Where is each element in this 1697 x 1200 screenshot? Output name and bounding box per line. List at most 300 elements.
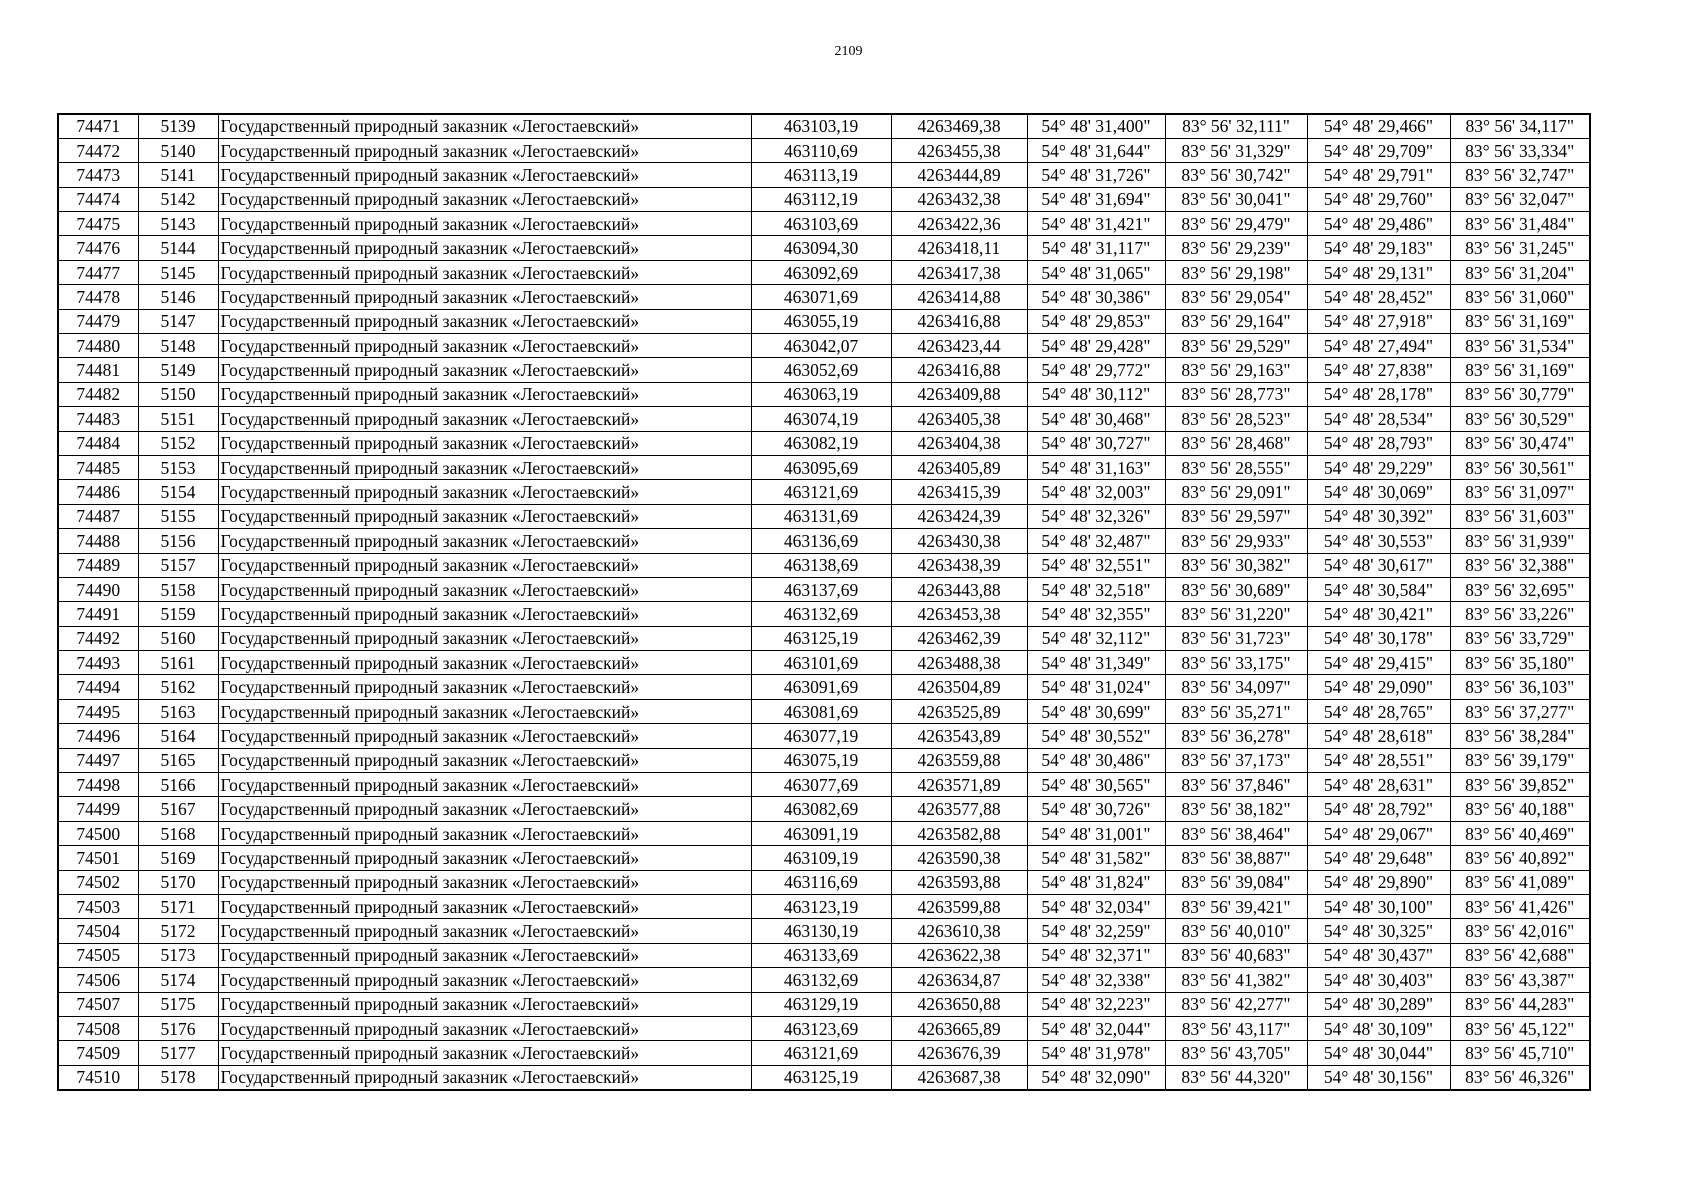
table-row <box>58 699 1590 723</box>
longitude-2-cell: 83° 56' 31,245" <box>1450 236 1590 260</box>
name-cell: Государственный природный заказник «Легостаевский» <box>218 992 751 1016</box>
table-row <box>58 821 1590 845</box>
latitude-1-cell: 54° 48' 32,223" <box>1027 992 1165 1016</box>
name-cell: Государственный природный заказник «Легостаевский» <box>218 187 751 211</box>
longitude-2-cell: 83° 56' 46,326" <box>1450 1065 1590 1089</box>
x-coordinate-cell: 463052,69 <box>751 358 891 382</box>
latitude-1-cell: 54° 48' 29,853" <box>1027 309 1165 333</box>
latitude-1-cell: 54° 48' 31,117" <box>1027 236 1165 260</box>
point-number-cell: 5169 <box>138 846 218 870</box>
longitude-2-cell: 83° 56' 31,060" <box>1450 285 1590 309</box>
longitude-1-cell: 83° 56' 42,277" <box>1165 992 1307 1016</box>
point-number-cell: 5172 <box>138 919 218 943</box>
x-coordinate-cell: 463101,69 <box>751 651 891 675</box>
name-cell: Государственный природный заказник «Легостаевский» <box>218 212 751 236</box>
latitude-1-cell: 54° 48' 30,565" <box>1027 773 1165 797</box>
latitude-1-cell: 54° 48' 29,772" <box>1027 358 1165 382</box>
name-cell: Государственный природный заказник «Легостаевский» <box>218 1041 751 1065</box>
x-coordinate-cell: 463132,69 <box>751 602 891 626</box>
latitude-2-cell: 54° 48' 30,109" <box>1307 1016 1450 1040</box>
x-coordinate-cell: 463125,19 <box>751 626 891 650</box>
latitude-2-cell: 54° 48' 28,178" <box>1307 382 1450 406</box>
name-cell: Государственный природный заказник «Легостаевский» <box>218 724 751 748</box>
latitude-1-cell: 54° 48' 30,552" <box>1027 724 1165 748</box>
y-coordinate-cell: 4263422,36 <box>891 212 1027 236</box>
y-coordinate-cell: 4263416,88 <box>891 309 1027 333</box>
name-cell: Государственный природный заказник «Легостаевский» <box>218 870 751 894</box>
table-row <box>58 895 1590 919</box>
latitude-2-cell: 54° 48' 30,178" <box>1307 626 1450 650</box>
y-coordinate-cell: 4263582,88 <box>891 821 1027 845</box>
y-coordinate-cell: 4263610,38 <box>891 919 1027 943</box>
longitude-2-cell: 83° 56' 44,283" <box>1450 992 1590 1016</box>
longitude-1-cell: 83° 56' 28,468" <box>1165 431 1307 455</box>
name-cell: Государственный природный заказник «Легостаевский» <box>218 748 751 772</box>
row-id-cell: 74483 <box>58 407 138 431</box>
point-number-cell: 5146 <box>138 285 218 309</box>
name-cell: Государственный природный заказник «Легостаевский» <box>218 285 751 309</box>
latitude-1-cell: 54° 48' 32,338" <box>1027 968 1165 992</box>
row-id-cell: 74501 <box>58 846 138 870</box>
name-cell: Государственный природный заказник «Легостаевский» <box>218 602 751 626</box>
name-cell: Государственный природный заказник «Легостаевский» <box>218 943 751 967</box>
longitude-2-cell: 83° 56' 31,097" <box>1450 480 1590 504</box>
table-row <box>58 846 1590 870</box>
point-number-cell: 5176 <box>138 1016 218 1040</box>
row-id-cell: 74490 <box>58 577 138 601</box>
longitude-2-cell: 83° 56' 31,204" <box>1450 260 1590 284</box>
name-cell: Государственный природный заказник «Легостаевский» <box>218 968 751 992</box>
page-number: 2109 <box>834 44 863 59</box>
x-coordinate-cell: 463112,19 <box>751 187 891 211</box>
name-cell: Государственный природный заказник «Легостаевский» <box>218 553 751 577</box>
longitude-2-cell: 83° 56' 30,561" <box>1450 455 1590 479</box>
latitude-1-cell: 54° 48' 32,090" <box>1027 1065 1165 1089</box>
table-row <box>58 870 1590 894</box>
longitude-2-cell: 83° 56' 37,277" <box>1450 699 1590 723</box>
row-id-cell: 74497 <box>58 748 138 772</box>
x-coordinate-cell: 463121,69 <box>751 480 891 504</box>
x-coordinate-cell: 463110,69 <box>751 138 891 162</box>
table-row <box>58 943 1590 967</box>
table-row <box>58 163 1590 187</box>
latitude-2-cell: 54° 48' 28,793" <box>1307 431 1450 455</box>
longitude-1-cell: 83° 56' 29,479" <box>1165 212 1307 236</box>
longitude-1-cell: 83° 56' 30,742" <box>1165 163 1307 187</box>
table-row <box>58 602 1590 626</box>
y-coordinate-cell: 4263443,88 <box>891 577 1027 601</box>
latitude-1-cell: 54° 48' 32,518" <box>1027 577 1165 601</box>
latitude-2-cell: 54° 48' 29,648" <box>1307 846 1450 870</box>
x-coordinate-cell: 463091,19 <box>751 821 891 845</box>
x-coordinate-cell: 463129,19 <box>751 992 891 1016</box>
table-row <box>58 480 1590 504</box>
row-id-cell: 74489 <box>58 553 138 577</box>
x-coordinate-cell: 463131,69 <box>751 504 891 528</box>
y-coordinate-cell: 4263593,88 <box>891 870 1027 894</box>
row-id-cell: 74505 <box>58 943 138 967</box>
longitude-1-cell: 83° 56' 29,933" <box>1165 529 1307 553</box>
name-cell: Государственный природный заказник «Легостаевский» <box>218 626 751 650</box>
row-id-cell: 74506 <box>58 968 138 992</box>
table-row <box>58 358 1590 382</box>
name-cell: Государственный природный заказник «Легостаевский» <box>218 821 751 845</box>
point-number-cell: 5140 <box>138 138 218 162</box>
table-row <box>58 992 1590 1016</box>
latitude-2-cell: 54° 48' 30,584" <box>1307 577 1450 601</box>
y-coordinate-cell: 4263418,11 <box>891 236 1027 260</box>
longitude-2-cell: 83° 56' 45,710" <box>1450 1041 1590 1065</box>
latitude-2-cell: 54° 48' 29,709" <box>1307 138 1450 162</box>
longitude-2-cell: 83° 56' 43,387" <box>1450 968 1590 992</box>
longitude-1-cell: 83° 56' 30,041" <box>1165 187 1307 211</box>
point-number-cell: 5175 <box>138 992 218 1016</box>
longitude-2-cell: 83° 56' 32,388" <box>1450 553 1590 577</box>
latitude-2-cell: 54° 48' 27,918" <box>1307 309 1450 333</box>
longitude-1-cell: 83° 56' 29,163" <box>1165 358 1307 382</box>
longitude-2-cell: 83° 56' 31,484" <box>1450 212 1590 236</box>
y-coordinate-cell: 4263444,89 <box>891 163 1027 187</box>
point-number-cell: 5141 <box>138 163 218 187</box>
x-coordinate-cell: 463091,69 <box>751 675 891 699</box>
latitude-2-cell: 54° 48' 27,838" <box>1307 358 1450 382</box>
longitude-2-cell: 83° 56' 40,469" <box>1450 821 1590 845</box>
table-row <box>58 919 1590 943</box>
longitude-1-cell: 83° 56' 29,239" <box>1165 236 1307 260</box>
y-coordinate-cell: 4263571,89 <box>891 773 1027 797</box>
longitude-2-cell: 83° 56' 35,180" <box>1450 651 1590 675</box>
y-coordinate-cell: 4263665,89 <box>891 1016 1027 1040</box>
name-cell: Государственный природный заказник «Легостаевский» <box>218 1065 751 1089</box>
point-number-cell: 5142 <box>138 187 218 211</box>
point-number-cell: 5166 <box>138 773 218 797</box>
row-id-cell: 74485 <box>58 455 138 479</box>
latitude-1-cell: 54° 48' 31,726" <box>1027 163 1165 187</box>
table-row <box>58 187 1590 211</box>
table-row <box>58 1065 1590 1089</box>
point-number-cell: 5171 <box>138 895 218 919</box>
point-number-cell: 5148 <box>138 334 218 358</box>
latitude-2-cell: 54° 48' 30,617" <box>1307 553 1450 577</box>
point-number-cell: 5143 <box>138 212 218 236</box>
x-coordinate-cell: 463121,69 <box>751 1041 891 1065</box>
y-coordinate-cell: 4263634,87 <box>891 968 1027 992</box>
row-id-cell: 74479 <box>58 309 138 333</box>
x-coordinate-cell: 463125,19 <box>751 1065 891 1089</box>
table-row <box>58 651 1590 675</box>
latitude-1-cell: 54° 48' 30,699" <box>1027 699 1165 723</box>
name-cell: Государственный природный заказник «Легостаевский» <box>218 919 751 943</box>
point-number-cell: 5154 <box>138 480 218 504</box>
longitude-2-cell: 83° 56' 39,179" <box>1450 748 1590 772</box>
y-coordinate-cell: 4263415,39 <box>891 480 1027 504</box>
point-number-cell: 5173 <box>138 943 218 967</box>
y-coordinate-cell: 4263430,38 <box>891 529 1027 553</box>
row-id-cell: 74476 <box>58 236 138 260</box>
longitude-2-cell: 83° 56' 31,534" <box>1450 334 1590 358</box>
name-cell: Государственный природный заказник «Легостаевский» <box>218 455 751 479</box>
latitude-2-cell: 54° 48' 30,156" <box>1307 1065 1450 1089</box>
y-coordinate-cell: 4263525,89 <box>891 699 1027 723</box>
x-coordinate-cell: 463130,19 <box>751 919 891 943</box>
row-id-cell: 74478 <box>58 285 138 309</box>
x-coordinate-cell: 463116,69 <box>751 870 891 894</box>
y-coordinate-cell: 4263405,38 <box>891 407 1027 431</box>
longitude-1-cell: 83° 56' 30,382" <box>1165 553 1307 577</box>
latitude-2-cell: 54° 48' 27,494" <box>1307 334 1450 358</box>
longitude-2-cell: 83° 56' 32,695" <box>1450 577 1590 601</box>
longitude-1-cell: 83° 56' 38,464" <box>1165 821 1307 845</box>
latitude-2-cell: 54° 48' 30,289" <box>1307 992 1450 1016</box>
name-cell: Государственный природный заказник «Легостаевский» <box>218 651 751 675</box>
latitude-2-cell: 54° 48' 28,618" <box>1307 724 1450 748</box>
latitude-2-cell: 54° 48' 29,067" <box>1307 821 1450 845</box>
y-coordinate-cell: 4263559,88 <box>891 748 1027 772</box>
latitude-2-cell: 54° 48' 28,551" <box>1307 748 1450 772</box>
longitude-2-cell: 83° 56' 31,169" <box>1450 309 1590 333</box>
row-id-cell: 74494 <box>58 675 138 699</box>
point-number-cell: 5165 <box>138 748 218 772</box>
longitude-1-cell: 83° 56' 34,097" <box>1165 675 1307 699</box>
latitude-1-cell: 54° 48' 30,386" <box>1027 285 1165 309</box>
latitude-1-cell: 54° 48' 32,355" <box>1027 602 1165 626</box>
x-coordinate-cell: 463137,69 <box>751 577 891 601</box>
longitude-1-cell: 83° 56' 38,182" <box>1165 797 1307 821</box>
x-coordinate-cell: 463123,69 <box>751 1016 891 1040</box>
longitude-2-cell: 83° 56' 31,939" <box>1450 529 1590 553</box>
longitude-1-cell: 83° 56' 31,329" <box>1165 138 1307 162</box>
y-coordinate-cell: 4263404,38 <box>891 431 1027 455</box>
name-cell: Государственный природный заказник «Легостаевский» <box>218 895 751 919</box>
x-coordinate-cell: 463074,19 <box>751 407 891 431</box>
table-row <box>58 724 1590 748</box>
latitude-1-cell: 54° 48' 31,644" <box>1027 138 1165 162</box>
x-coordinate-cell: 463077,19 <box>751 724 891 748</box>
point-number-cell: 5158 <box>138 577 218 601</box>
row-id-cell: 74507 <box>58 992 138 1016</box>
x-coordinate-cell: 463077,69 <box>751 773 891 797</box>
latitude-1-cell: 54° 48' 31,421" <box>1027 212 1165 236</box>
y-coordinate-cell: 4263405,89 <box>891 455 1027 479</box>
table-row <box>58 553 1590 577</box>
table-row <box>58 334 1590 358</box>
longitude-1-cell: 83° 56' 30,689" <box>1165 577 1307 601</box>
x-coordinate-cell: 463092,69 <box>751 260 891 284</box>
longitude-1-cell: 83° 56' 39,421" <box>1165 895 1307 919</box>
longitude-1-cell: 83° 56' 40,010" <box>1165 919 1307 943</box>
name-cell: Государственный природный заказник «Легостаевский» <box>218 163 751 187</box>
name-cell: Государственный природный заказник «Легостаевский» <box>218 797 751 821</box>
table-row <box>58 138 1590 162</box>
row-id-cell: 74477 <box>58 260 138 284</box>
point-number-cell: 5161 <box>138 651 218 675</box>
latitude-1-cell: 54° 48' 31,824" <box>1027 870 1165 894</box>
table-row <box>58 968 1590 992</box>
name-cell: Государственный природный заказник «Легостаевский» <box>218 1016 751 1040</box>
y-coordinate-cell: 4263417,38 <box>891 260 1027 284</box>
x-coordinate-cell: 463071,69 <box>751 285 891 309</box>
table-row <box>58 504 1590 528</box>
table-row <box>58 382 1590 406</box>
point-number-cell: 5159 <box>138 602 218 626</box>
point-number-cell: 5147 <box>138 309 218 333</box>
x-coordinate-cell: 463113,19 <box>751 163 891 187</box>
table-row <box>58 797 1590 821</box>
longitude-1-cell: 83° 56' 37,846" <box>1165 773 1307 797</box>
point-number-cell: 5177 <box>138 1041 218 1065</box>
longitude-2-cell: 83° 56' 33,226" <box>1450 602 1590 626</box>
longitude-2-cell: 83° 56' 30,474" <box>1450 431 1590 455</box>
latitude-1-cell: 54° 48' 31,582" <box>1027 846 1165 870</box>
longitude-1-cell: 83° 56' 31,723" <box>1165 626 1307 650</box>
x-coordinate-cell: 463123,19 <box>751 895 891 919</box>
row-id-cell: 74502 <box>58 870 138 894</box>
latitude-2-cell: 54° 48' 29,183" <box>1307 236 1450 260</box>
longitude-2-cell: 83° 56' 32,747" <box>1450 163 1590 187</box>
longitude-2-cell: 83° 56' 39,852" <box>1450 773 1590 797</box>
table-row <box>58 309 1590 333</box>
x-coordinate-cell: 463109,19 <box>751 846 891 870</box>
y-coordinate-cell: 4263462,39 <box>891 626 1027 650</box>
point-number-cell: 5174 <box>138 968 218 992</box>
point-number-cell: 5170 <box>138 870 218 894</box>
latitude-1-cell: 54° 48' 30,112" <box>1027 382 1165 406</box>
x-coordinate-cell: 463095,69 <box>751 455 891 479</box>
y-coordinate-cell: 4263676,39 <box>891 1041 1027 1065</box>
point-number-cell: 5151 <box>138 407 218 431</box>
point-number-cell: 5168 <box>138 821 218 845</box>
row-id-cell: 74504 <box>58 919 138 943</box>
name-cell: Государственный природный заказник «Легостаевский» <box>218 334 751 358</box>
point-number-cell: 5157 <box>138 553 218 577</box>
latitude-2-cell: 54° 48' 29,890" <box>1307 870 1450 894</box>
point-number-cell: 5139 <box>138 114 218 138</box>
row-id-cell: 74473 <box>58 163 138 187</box>
latitude-1-cell: 54° 48' 32,371" <box>1027 943 1165 967</box>
longitude-1-cell: 83° 56' 36,278" <box>1165 724 1307 748</box>
longitude-1-cell: 83° 56' 29,529" <box>1165 334 1307 358</box>
longitude-2-cell: 83° 56' 33,729" <box>1450 626 1590 650</box>
table-row <box>58 1016 1590 1040</box>
name-cell: Государственный природный заказник «Легостаевский» <box>218 358 751 382</box>
longitude-1-cell: 83° 56' 44,320" <box>1165 1065 1307 1089</box>
latitude-1-cell: 54° 48' 32,487" <box>1027 529 1165 553</box>
longitude-1-cell: 83° 56' 31,220" <box>1165 602 1307 626</box>
point-number-cell: 5167 <box>138 797 218 821</box>
latitude-2-cell: 54° 48' 30,437" <box>1307 943 1450 967</box>
longitude-2-cell: 83° 56' 42,688" <box>1450 943 1590 967</box>
table-row <box>58 626 1590 650</box>
point-number-cell: 5156 <box>138 529 218 553</box>
name-cell: Государственный природный заказник «Легостаевский» <box>218 431 751 455</box>
point-number-cell: 5178 <box>138 1065 218 1089</box>
y-coordinate-cell: 4263416,88 <box>891 358 1027 382</box>
longitude-2-cell: 83° 56' 30,779" <box>1450 382 1590 406</box>
coordinates-table <box>57 113 1591 1091</box>
row-id-cell: 74488 <box>58 529 138 553</box>
row-id-cell: 74484 <box>58 431 138 455</box>
row-id-cell: 74510 <box>58 1065 138 1089</box>
row-id-cell: 74493 <box>58 651 138 675</box>
latitude-2-cell: 54° 48' 30,392" <box>1307 504 1450 528</box>
latitude-2-cell: 54° 48' 29,415" <box>1307 651 1450 675</box>
point-number-cell: 5160 <box>138 626 218 650</box>
longitude-2-cell: 83° 56' 41,089" <box>1450 870 1590 894</box>
row-id-cell: 74495 <box>58 699 138 723</box>
row-id-cell: 74480 <box>58 334 138 358</box>
y-coordinate-cell: 4263469,38 <box>891 114 1027 138</box>
row-id-cell: 74487 <box>58 504 138 528</box>
latitude-2-cell: 54° 48' 30,325" <box>1307 919 1450 943</box>
longitude-2-cell: 83° 56' 30,529" <box>1450 407 1590 431</box>
longitude-2-cell: 83° 56' 45,122" <box>1450 1016 1590 1040</box>
longitude-1-cell: 83° 56' 29,198" <box>1165 260 1307 284</box>
latitude-2-cell: 54° 48' 28,534" <box>1307 407 1450 431</box>
longitude-1-cell: 83° 56' 39,084" <box>1165 870 1307 894</box>
table-row <box>58 236 1590 260</box>
table-row <box>58 773 1590 797</box>
x-coordinate-cell: 463138,69 <box>751 553 891 577</box>
row-id-cell: 74508 <box>58 1016 138 1040</box>
y-coordinate-cell: 4263577,88 <box>891 797 1027 821</box>
name-cell: Государственный природный заказник «Легостаевский» <box>218 675 751 699</box>
latitude-1-cell: 54° 48' 32,551" <box>1027 553 1165 577</box>
x-coordinate-cell: 463103,19 <box>751 114 891 138</box>
latitude-2-cell: 54° 48' 29,131" <box>1307 260 1450 284</box>
name-cell: Государственный природный заказник «Легостаевский» <box>218 773 751 797</box>
x-coordinate-cell: 463042,07 <box>751 334 891 358</box>
longitude-2-cell: 83° 56' 40,892" <box>1450 846 1590 870</box>
longitude-2-cell: 83° 56' 41,426" <box>1450 895 1590 919</box>
name-cell: Государственный природный заказник «Легостаевский» <box>218 480 751 504</box>
row-id-cell: 74492 <box>58 626 138 650</box>
table-row <box>58 529 1590 553</box>
row-id-cell: 74500 <box>58 821 138 845</box>
y-coordinate-cell: 4263590,38 <box>891 846 1027 870</box>
latitude-2-cell: 54° 48' 30,044" <box>1307 1041 1450 1065</box>
latitude-1-cell: 54° 48' 32,326" <box>1027 504 1165 528</box>
y-coordinate-cell: 4263488,38 <box>891 651 1027 675</box>
latitude-2-cell: 54° 48' 28,765" <box>1307 699 1450 723</box>
latitude-1-cell: 54° 48' 30,468" <box>1027 407 1165 431</box>
latitude-2-cell: 54° 48' 28,631" <box>1307 773 1450 797</box>
latitude-1-cell: 54° 48' 31,349" <box>1027 651 1165 675</box>
x-coordinate-cell: 463055,19 <box>751 309 891 333</box>
table-row <box>58 577 1590 601</box>
table-row <box>58 675 1590 699</box>
latitude-2-cell: 54° 48' 30,553" <box>1307 529 1450 553</box>
row-id-cell: 74474 <box>58 187 138 211</box>
row-id-cell: 74472 <box>58 138 138 162</box>
y-coordinate-cell: 4263622,38 <box>891 943 1027 967</box>
longitude-1-cell: 83° 56' 28,555" <box>1165 455 1307 479</box>
row-id-cell: 74482 <box>58 382 138 406</box>
y-coordinate-cell: 4263424,39 <box>891 504 1027 528</box>
row-id-cell: 74475 <box>58 212 138 236</box>
table-row <box>58 260 1590 284</box>
longitude-2-cell: 83° 56' 31,169" <box>1450 358 1590 382</box>
longitude-2-cell: 83° 56' 31,603" <box>1450 504 1590 528</box>
longitude-1-cell: 83° 56' 32,111" <box>1165 114 1307 138</box>
y-coordinate-cell: 4263414,88 <box>891 285 1027 309</box>
latitude-2-cell: 54° 48' 29,466" <box>1307 114 1450 138</box>
latitude-2-cell: 54° 48' 30,100" <box>1307 895 1450 919</box>
latitude-1-cell: 54° 48' 31,024" <box>1027 675 1165 699</box>
longitude-1-cell: 83° 56' 37,173" <box>1165 748 1307 772</box>
x-coordinate-cell: 463132,69 <box>751 968 891 992</box>
x-coordinate-cell: 463082,69 <box>751 797 891 821</box>
x-coordinate-cell: 463094,30 <box>751 236 891 260</box>
